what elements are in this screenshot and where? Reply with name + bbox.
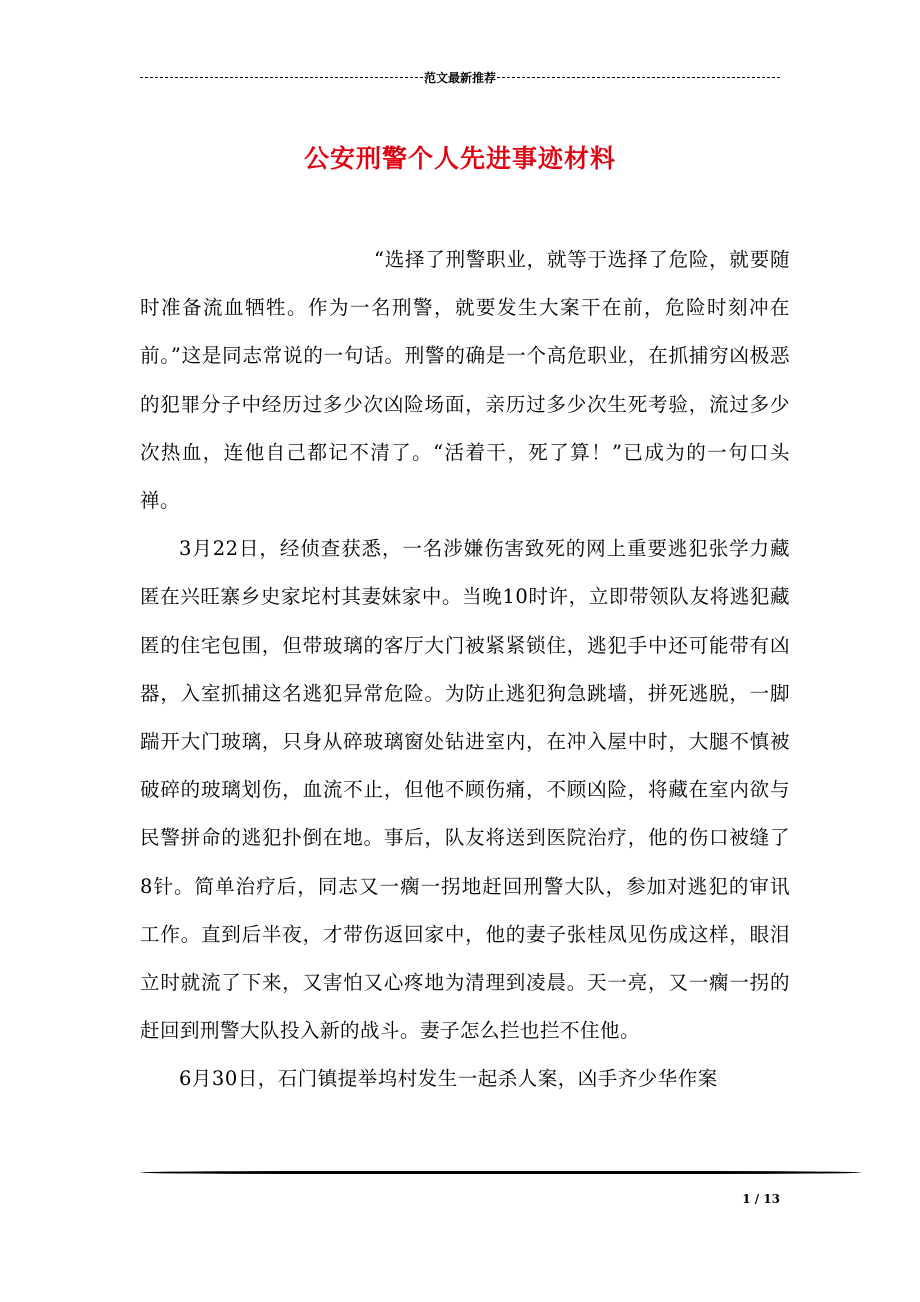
paragraph-1: “选择了刑警职业，就等于选择了危险，就要随时准备流血牺牲。作为一名刑警，就要发生大案干在前，危险时刻冲在前。”这是同志常说的一句话。刑警的确是一个高危职业，在抓捕穷凶极恶的犯罪分子中经历过多少次凶险场面，亲历过多少次生死考验，流过多少次热血，连他自己都记不清了。“活着干，死了算！”已成为的一句口头禅。: [140, 248, 790, 513]
header-label: 范文最新推荐: [424, 70, 497, 85]
document-title: 公安刑警个人先进事迹材料: [303, 143, 616, 173]
page-number: 1 / 13: [742, 1192, 780, 1206]
page-header: [140, 66, 780, 88]
header-dash-left: [140, 77, 423, 78]
document-body: [140, 236, 790, 1104]
header-dash-right: [497, 77, 780, 78]
paragraph-3: 6月30日，石门镇提举坞村发生一起杀人案，凶手齐少华作案: [179, 1067, 718, 1091]
footer-divider: [140, 1171, 862, 1174]
paragraph-2: 3月22日，经侦查获悉，一名涉嫌伤害致死的网上重要逃犯张学力藏匿在兴旺寨乡史家坨村其妻妹家中。当晚10时许，立即带领队友将逃犯藏匿的住宅包围，但带玻璃的客厅大门被紧紧锁住，逃犯手中还可能带有凶器，入室抓捕这名逃犯异常危险。为防止逃犯狗急跳墙，拼死逃脱，一脚踹开大门玻璃，只身从碎玻璃窗处钻进室内，在冲入屋中时，大腿不慎被破碎的玻璃划伤，血流不止，但他不顾伤痛，不顾凶险，将藏在室内欲与民警拼命的逃犯扑倒在地。事后，队友将送到医院治疗，他的伤口被缝了8针。简单治疗后，同志又一瘸一拐地赶回刑警大队，参加对逃犯的审讯工作。直到后半夜，才带伤返回家中，他的妻子张桂凤见伤成这样，眼泪立时就流了下来，又害怕又心疼地为清理到凌晨。天一亮，又一瘸一拐的赶回到刑警大队投入新的战斗。妻子怎么拦也拦不住他。: [140, 537, 790, 1043]
